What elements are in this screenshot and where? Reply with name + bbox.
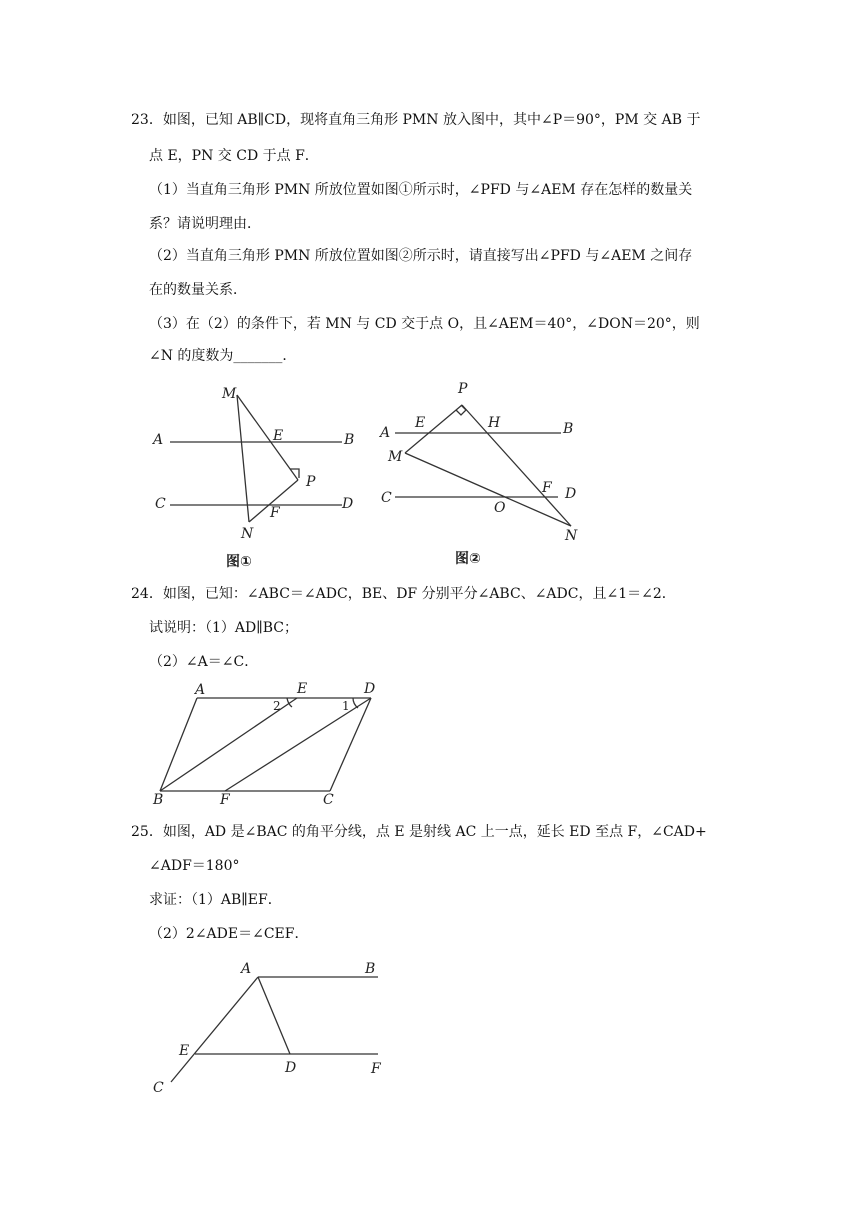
fig2-label-A: A [380,425,391,441]
fig25-label-E: E [179,1043,190,1059]
q23-part2-line2: 在的数量关系． [149,282,247,298]
fig2-label-C: C [381,490,392,506]
q23-part2-line1: （2）当直角三角形 PMN 所放位置如图②所示时，请直接写出∠PFD 与∠AEM 之间存 [149,248,693,264]
fig1-label-D: D [342,496,354,512]
fig25-label-D: D [285,1060,297,1076]
q24-stem-line3: （2）∠A＝∠C． [149,654,259,670]
fig25-label-C: C [153,1080,164,1096]
fig1-label-E: E [273,428,284,444]
q23-stem-line1: 23．如图，已知 AB∥CD，现将直角三角形 PMN 放入图中，其中∠P＝90°，PM 交 AB 于 [131,112,701,128]
fig25-label-B: B [365,961,376,977]
fig2-label-N: N [565,528,578,544]
fig24-angle-1: 1 [342,699,350,713]
q25-stem-line2: ∠ADF＝180° [149,858,240,874]
q23-figure-2 [375,375,600,570]
q23-part3-line2: ∠N 的度数为_______． [149,348,297,364]
fig2-caption: 图② [455,551,481,567]
q25-stem-line4: （2）2∠ADE＝∠CEF． [149,926,309,942]
fig24-label-C: C [323,792,334,808]
fig1-label-P: P [306,474,316,490]
q24-stem-line1: 24．如图，已知：∠ABC＝∠ADC，BE、DF 分别平分∠ABC、∠ADC，且∠1＝∠2． [131,586,676,602]
fig1-label-N: N [241,526,254,542]
fig25-label-F: F [371,1061,381,1077]
fig24-label-A: A [195,682,206,698]
fig1-label-C: C [155,496,166,512]
fig2-label-O: O [494,500,506,516]
fig24-label-F: F [220,792,230,808]
fig2-label-B: B [563,421,574,437]
q23-part1-line2: 系？请说明理由． [149,216,261,232]
fig1-label-F: F [270,505,280,521]
fig2-label-D: D [565,486,577,502]
q23-figure-1 [140,380,370,575]
q25-stem-line3: 求证：（1）AB∥EF． [149,892,282,908]
fig24-angle-2: 2 [273,699,281,713]
q25-figure [145,955,395,1100]
q23-part3-line1: （3）在（2）的条件下，若 MN 与 CD 交于点 O，且∠AEM＝40°，∠DON＝20°，则 [149,316,700,332]
fig1-label-A: A [153,432,164,448]
fig2-label-F: F [542,480,552,496]
fig1-label-M: M [222,386,237,402]
fig1-label-B: B [344,432,355,448]
fig25-label-A: A [241,961,252,977]
q23-stem-line2: 点 E，PN 交 CD 于点 F． [149,148,319,164]
fig24-label-E: E [297,681,308,697]
q23-part1-line1: （1）当直角三角形 PMN 所放位置如图①所示时，∠PFD 与∠AEM 存在怎样的数量关 [149,182,693,198]
fig2-label-P: P [458,381,468,397]
q25-stem-line1: 25．如图，AD 是∠BAC 的角平分线，点 E 是射线 AC 上一点，延长 ED 至点 F，∠CAD+ [131,824,707,840]
fig24-label-B: B [153,792,164,808]
fig2-label-H: H [488,415,501,431]
fig2-label-M: M [388,449,403,465]
q24-figure [145,678,390,808]
fig2-label-E: E [415,415,426,431]
q24-stem-line2: 试说明：（1）AD∥BC； [149,620,298,636]
fig24-label-D: D [364,681,376,697]
fig1-caption: 图① [226,554,252,570]
